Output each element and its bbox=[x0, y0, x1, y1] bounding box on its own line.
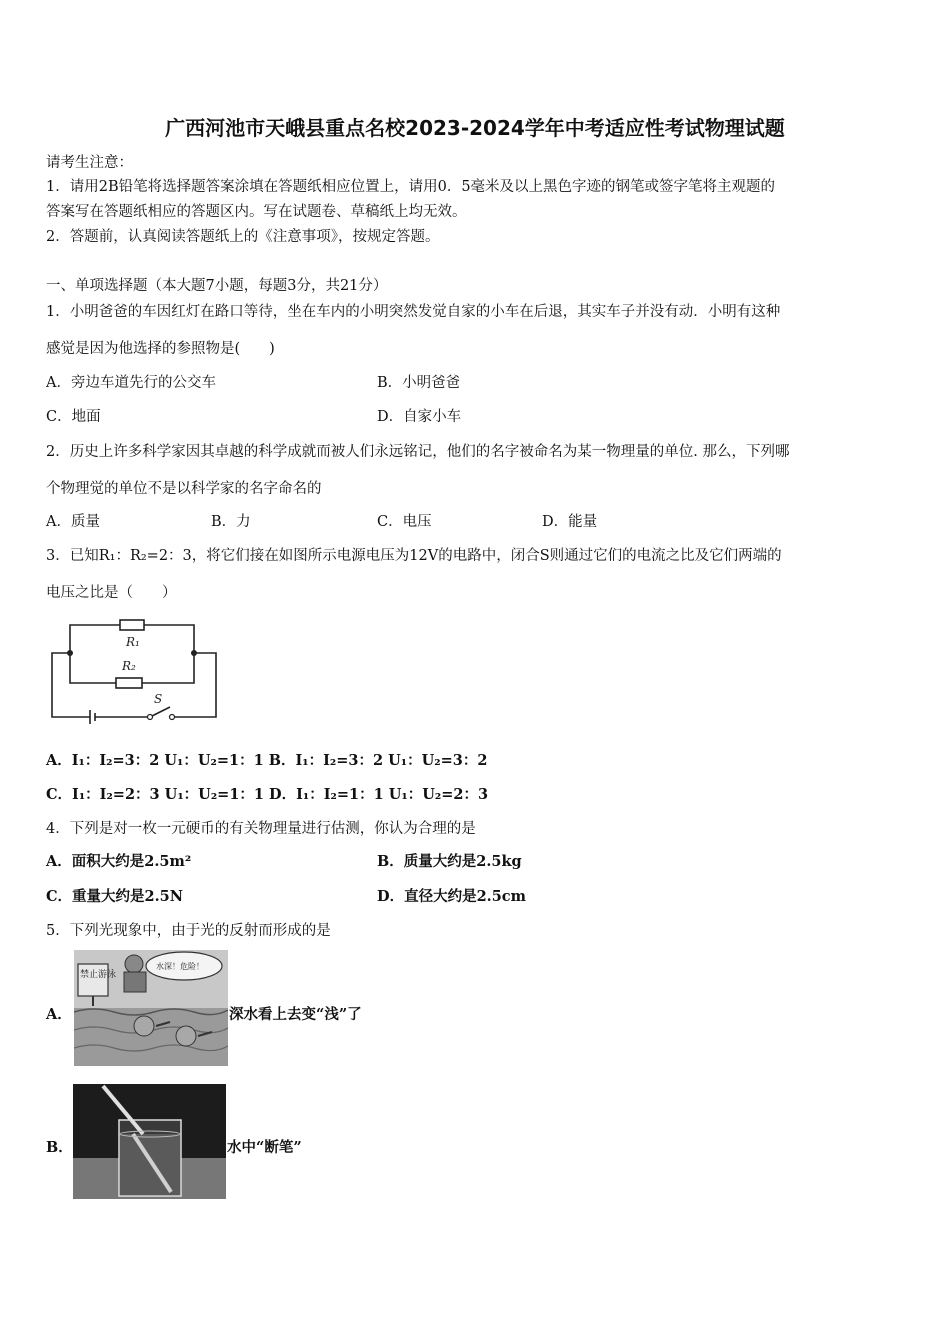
q5-option-b-label: B． bbox=[46, 1139, 73, 1156]
circuit-diagram bbox=[46, 613, 221, 725]
broken-pencil-image bbox=[73, 1084, 226, 1199]
q5-option-a-label: A． bbox=[46, 1006, 72, 1023]
question-4-text: 4．下列是对一枚一元硬币的有关物理量进行估测，你认为合理的是 bbox=[46, 821, 476, 837]
q1-option-b: B．小明爸爸 bbox=[377, 375, 461, 391]
junction-dot bbox=[191, 650, 197, 656]
question-1-text: 1．小明爸爸的车因红灯在路口等待，坐在车内的小明突然发觉自家的小车在后退，其实车子并没有动．小明有这种 bbox=[46, 304, 781, 320]
r2-label: R₂ bbox=[122, 659, 136, 673]
q4-option-b: B．质量大约是2.5kg bbox=[377, 853, 522, 870]
notice-item: 2．答题前，认真阅读答题纸上的《注意事项》，按规定答题。 bbox=[46, 229, 440, 245]
q2-option-b: B．力 bbox=[211, 514, 251, 530]
junction-dot bbox=[67, 650, 73, 656]
q1-option-d: D．自家小车 bbox=[377, 409, 462, 425]
warning-sign-text: 禁止游泳 bbox=[80, 970, 117, 980]
question-2-text: 2．历史上许多科学家因其卓越的科学成就而被人们永远铭记，他们的名字被命名为某一物理量的单位. 那么，下列哪 bbox=[46, 444, 790, 460]
r1-label: R₁ bbox=[126, 635, 140, 649]
swimming-warning-image bbox=[74, 950, 228, 1066]
q5-option-a-text: 深水看上去变“浅”了 bbox=[229, 1006, 362, 1023]
q3-options-ab: A．I₁：I₂=3：2 U₁：U₂=1：1 B．I₁：I₂=3：2 U₁：U₂=3：2 bbox=[46, 752, 488, 769]
section-heading: 一、单项选择题（本大题7小题，每题3分，共21分） bbox=[46, 278, 388, 294]
question-5-text: 5．下列光现象中，由于光的反射而形成的是 bbox=[46, 923, 331, 939]
q4-option-a: A．面积大约是2.5m² bbox=[46, 853, 192, 870]
notice-heading: 请考生注意： bbox=[46, 155, 133, 171]
switch-label: S bbox=[154, 692, 163, 706]
question-3-text: 3．已知R₁：R₂=2：3，将它们接在如图所示电源电压为12V的电路中，闭合S则通过它们的电流之比及它们两端的 bbox=[46, 548, 782, 564]
question-1-text: 感觉是因为他选择的参照物是( ) bbox=[46, 341, 275, 357]
q4-option-d: D．直径大约是2.5cm bbox=[377, 888, 526, 905]
q2-option-d: D．能量 bbox=[542, 514, 598, 530]
notice-item: 1．请用2B铅笔将选择题答案涂填在答题纸相应位置上，请用0．5毫米及以上黑色字迹的钢笔或签字笔将主观题的 bbox=[46, 179, 776, 195]
q3-options-cd: C．I₁：I₂=2：3 U₁：U₂=1：1 D．I₁：I₂=1：1 U₁：U₂=2：3 bbox=[46, 786, 489, 803]
notice-item: 答案写在答题纸相应的答题区内。写在试题卷、草稿纸上均无效。 bbox=[46, 204, 467, 220]
q1-option-c: C．地面 bbox=[46, 409, 101, 425]
question-3-text: 电压之比是（ ） bbox=[46, 585, 177, 601]
question-2-text: 个物理觉的单位不是以科学家的名字命名的 bbox=[46, 481, 322, 497]
page-title: 广西河池市天峨县重点名校2023-2024学年中考适应性考试物理试题 bbox=[165, 116, 785, 140]
q1-option-a: A．旁边车道先行的公交车 bbox=[46, 375, 216, 391]
q2-option-a: A．质量 bbox=[46, 514, 100, 530]
q2-option-c: C．电压 bbox=[377, 514, 432, 530]
q4-option-c: C．重量大约是2.5N bbox=[46, 888, 184, 905]
speech-bubble-text: 水深！危险！ bbox=[156, 962, 204, 971]
q5-option-b-text: 水中“断笔” bbox=[227, 1139, 302, 1156]
